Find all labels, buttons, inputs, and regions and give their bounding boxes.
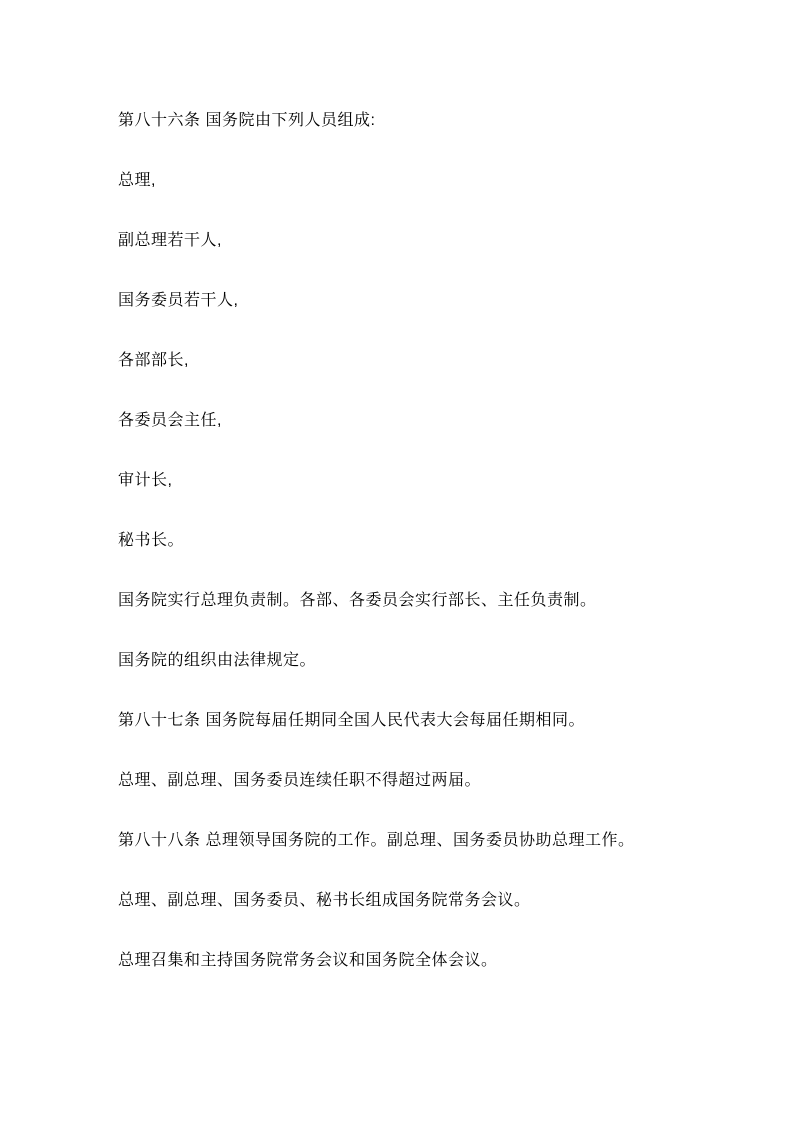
article-87-term-limit-clause: 总理、副总理、国务委员连续任职不得超过两届。 (118, 772, 482, 789)
article-88-convene-clause: 总理召集和主持国务院常务会议和国务院全体会议。 (118, 952, 498, 969)
article-86-responsibility-clause: 国务院实行总理负责制。各部、各委员会实行部长、主任负责制。 (118, 592, 597, 609)
article-86-item-auditor-general: 审计长, (118, 472, 173, 489)
article-88-heading: 第八十八条 总理领导国务院的工作。副总理、国务委员协助总理工作。 (118, 832, 635, 849)
article-86-item-ministers: 各部部长, (118, 352, 189, 369)
article-87-heading: 第八十七条 国务院每届任期同全国人民代表大会每届任期相同。 (118, 712, 585, 729)
article-88-executive-meeting-clause: 总理、副总理、国务委员、秘书长组成国务院常务会议。 (118, 892, 531, 909)
article-86-item-vice-premiers: 副总理若干人, (118, 232, 222, 249)
article-86-item-state-councillors: 国务委员若干人, (118, 292, 239, 309)
article-86-item-secretary-general: 秘书长。 (118, 532, 185, 549)
article-86-heading: 第八十六条 国务院由下列人员组成: (118, 112, 376, 129)
article-86-organization-clause: 国务院的组织由法律规定。 (118, 652, 317, 669)
article-86-item-commission-chairs: 各委员会主任, (118, 412, 222, 429)
article-86-item-premier: 总理, (118, 172, 156, 189)
